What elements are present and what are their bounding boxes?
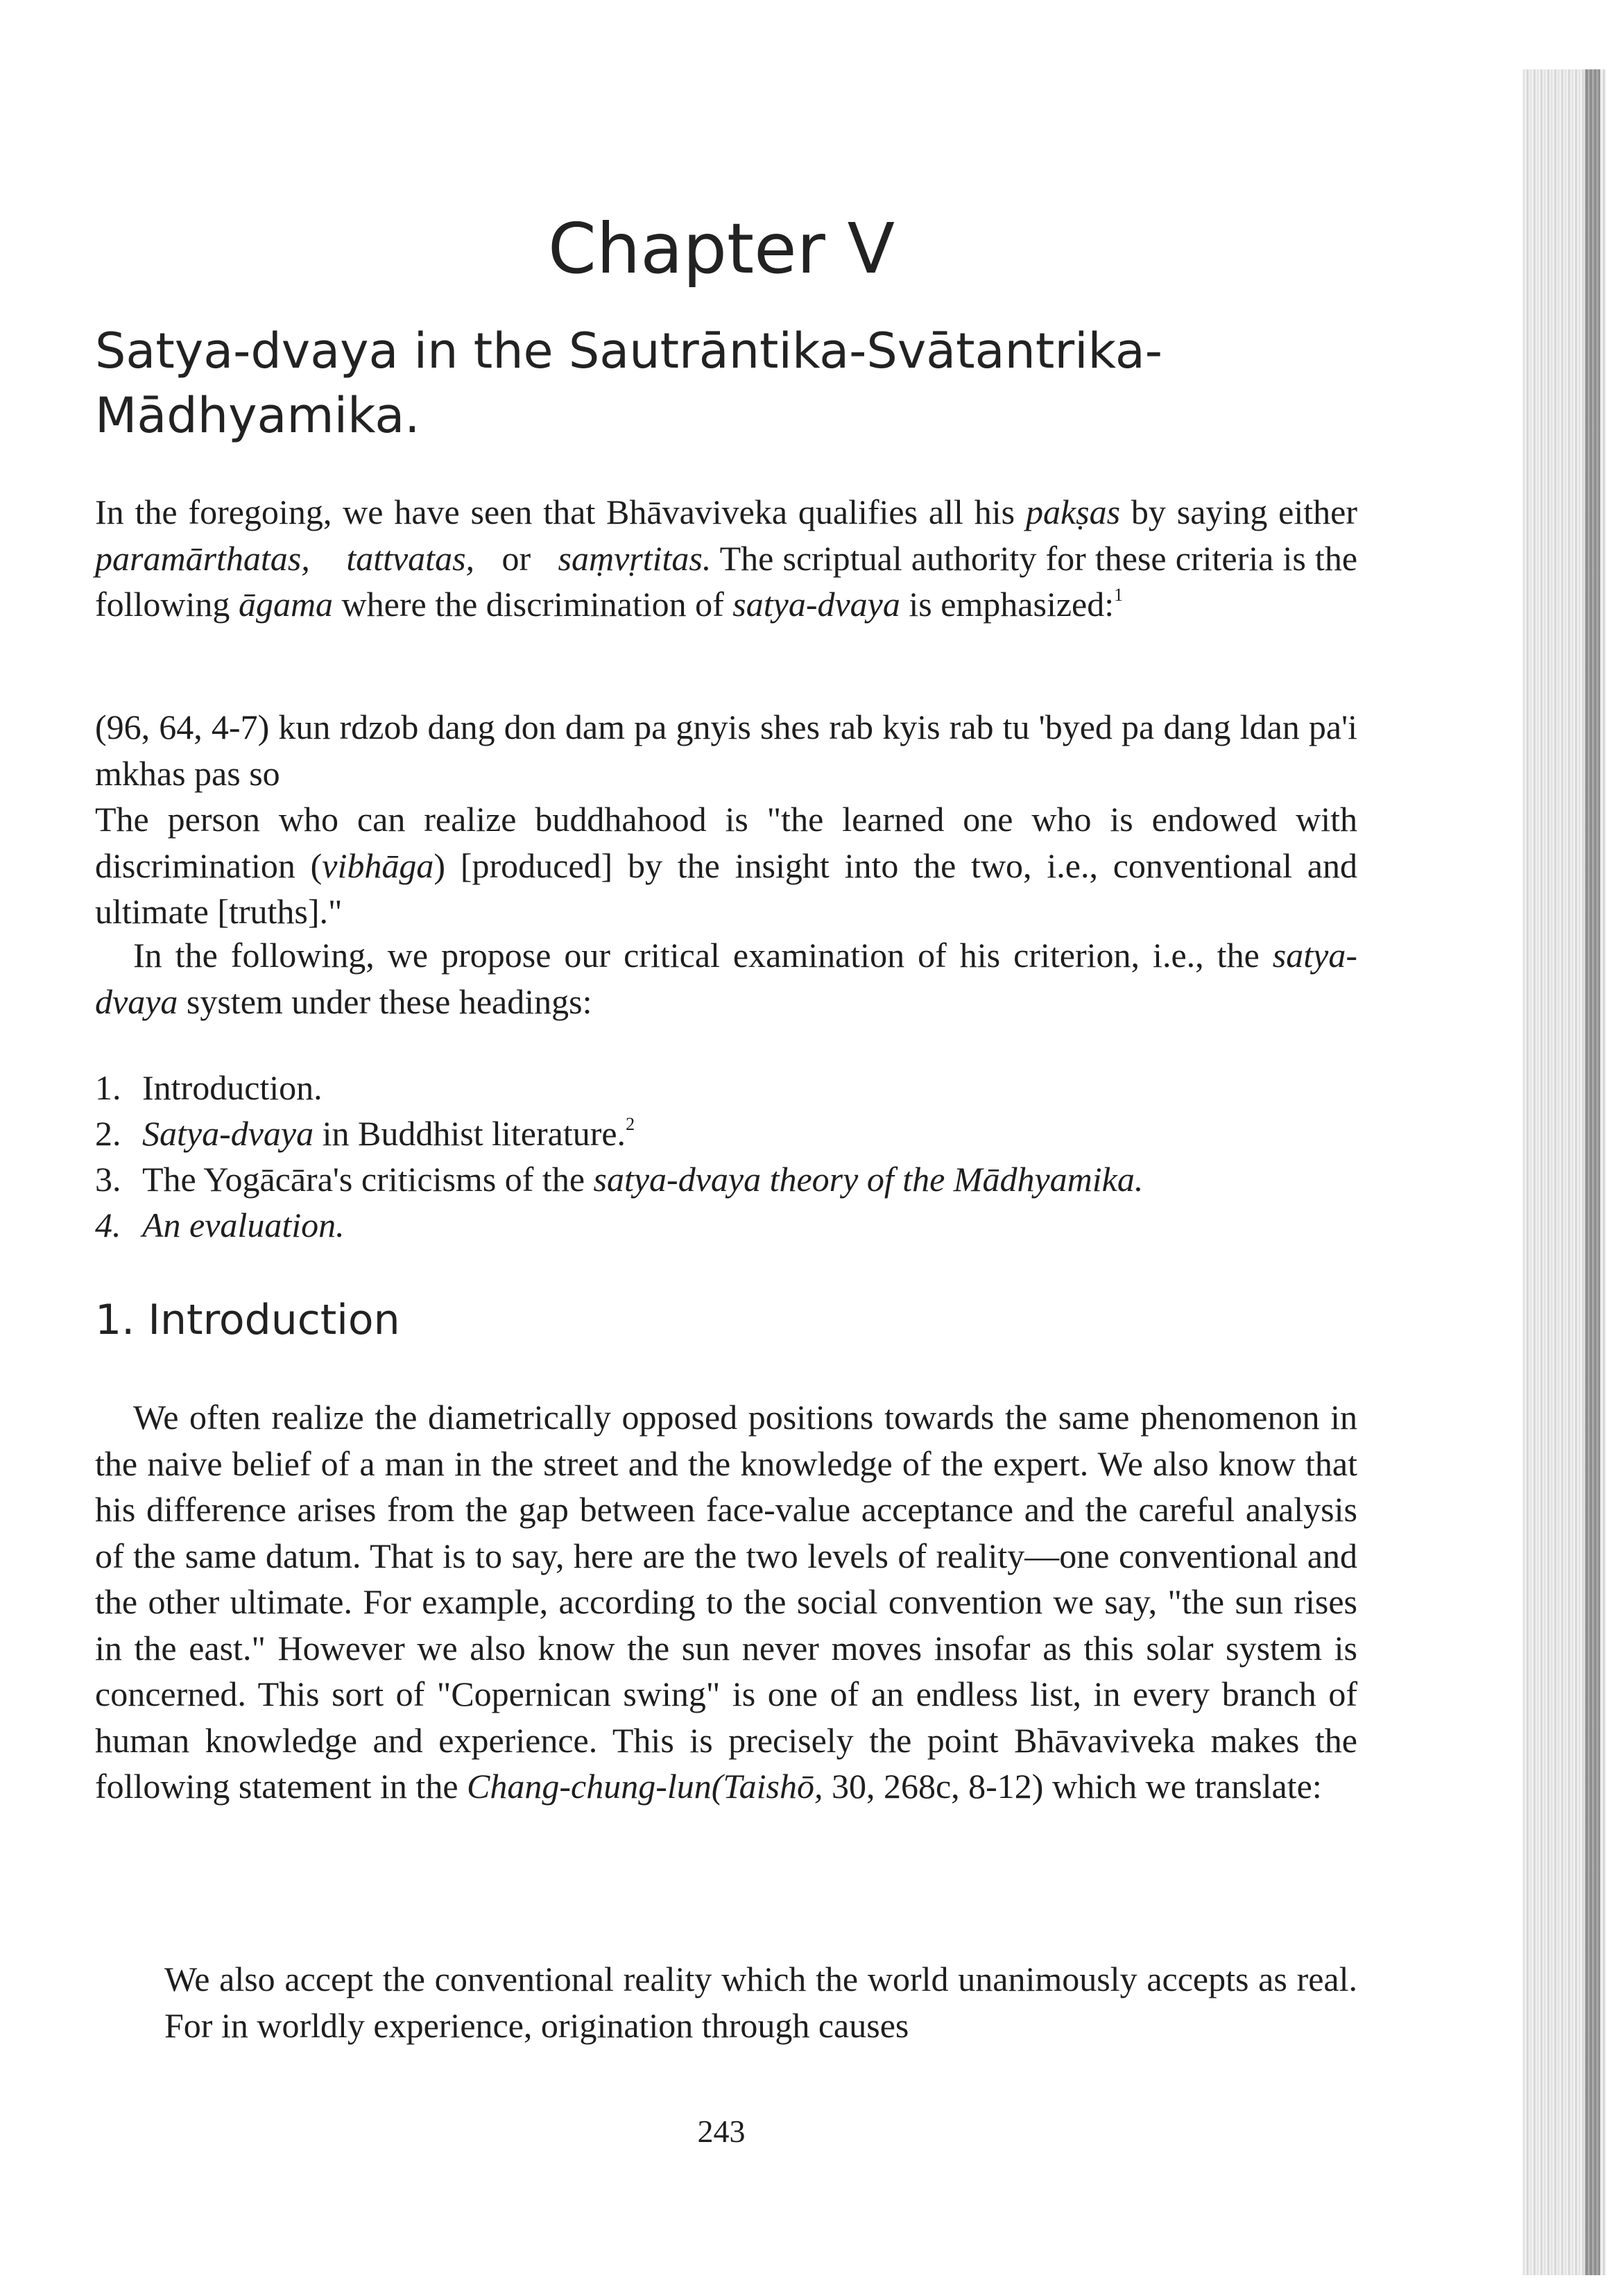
term-paramarthatas: paramārthatas, [95,538,310,578]
outline-item-3-italic: satya-dvaya theory of the Mādhyamika. [593,1160,1144,1199]
list-item [95,1202,1385,1248]
translation-text-2: ) [produced] by the insight into the two, i.e., conventional and ultimate [truths]." [95,846,1357,931]
proposal-text-1: In the following, we propose our critical examination of his criterion, i.e., the [133,936,1273,975]
term-samvrtitas: saṃvṛtitas. [558,538,712,578]
tibetan-citation: (96, 64, 4-7) kun rdzob dang don dam pa gnyis shes rab kyis rab tu 'byed pa dang ldan pa'i mkhas pas so [95,708,1357,793]
intro-text-1: In the foregoing, we have seen that Bhāvaviveka qualifies all his [95,492,1026,531]
footnote-ref-2: 2 [626,1114,635,1134]
intro-or: or [501,538,531,578]
chapter-title: Chapter V [548,208,895,289]
page-number: 243 [697,2114,746,2149]
term-agama: āgama [238,585,334,624]
source-title: Chang-chung-lun(Taishō, [467,1767,823,1806]
list-number: 1. [95,1068,121,1107]
book-binding-shadow [1585,69,1600,2275]
list-number: 3. [95,1160,121,1199]
list-number: 2. [95,1114,121,1153]
intro-paragraph [95,489,1357,628]
footnote-ref-1: 1 [1114,585,1124,605]
proposal-text-2: system under these headings: [178,982,592,1021]
list-item [95,1156,1385,1202]
intro-text-4: where the discrimination of [333,585,733,624]
list-item [95,1065,1385,1111]
outline-item-2: in Buddhist literature. [314,1114,626,1153]
list-item [95,1111,1385,1156]
proposal-paragraph [95,932,1357,1025]
term-pakshas: pakṣas [1025,492,1121,531]
chapter-subtitle-line-1: Satya-dvaya in the Sautrāntika-Svātantrika- [95,323,1163,379]
term-satya-dvaya: satya-dvaya [732,585,900,624]
intro-text-2: by saying either [1120,492,1357,531]
term-vibhaga: vibhāga [322,846,434,885]
tibetan-citation-paragraph [95,704,1357,935]
intro-text-3: The scriptual authority for these criteria is the following [95,538,1358,624]
intro-text-5: is emphasized: [900,585,1115,624]
outline-item-3: The Yogācāra's criticisms of the [142,1160,594,1199]
chapter-subtitle [95,319,1246,448]
introduction-text: We often realize the diametrically opposed positions towards the same phenomenon in the naive belief of a man in the street and the knowledge of the expert. We also know that his difference arises from the gap between face-value acceptance and the careful analysis of the same datum. That is to say, here are the two levels of reality—one conventional and the other ultimate. For example, according to the social convention we say, "the sun rises in the east." However we also know the sun never moves insofar as this solar system is concerned. This sort of "Copernican swing" is one of an endless list, in every branch of human knowledge and experience. This is precisely the point Bhāvaviveka makes the following statement in the [95,1398,1357,1806]
list-number: 4. [95,1206,121,1244]
chapter-subtitle-line-2: Mādhyamika. [95,387,420,444]
chapter-outline-list [95,1065,1385,1248]
outline-item-4: An evaluation. [142,1206,345,1244]
term-tattvatas: tattvatas, [346,538,475,578]
outline-item-1: Introduction. [142,1068,323,1107]
term-satya-dvaya-2: satya-dvaya [95,936,1357,1021]
source-reference: 30, 268c, 8-12) which we translate: [823,1767,1322,1806]
block-quote: We also accept the conventional reality which the world unanimously accepts as real. For in worldly experience, origination through causes [164,1960,1357,2045]
outline-item-2-italic: Satya-dvaya [142,1114,314,1153]
translation-text-1: The person who can realize buddhahood is "the learned one who is endowed with discrimination ( [95,800,1357,885]
section-heading-introduction: 1. Introduction [95,1296,400,1344]
introduction-paragraph [95,1394,1357,1810]
